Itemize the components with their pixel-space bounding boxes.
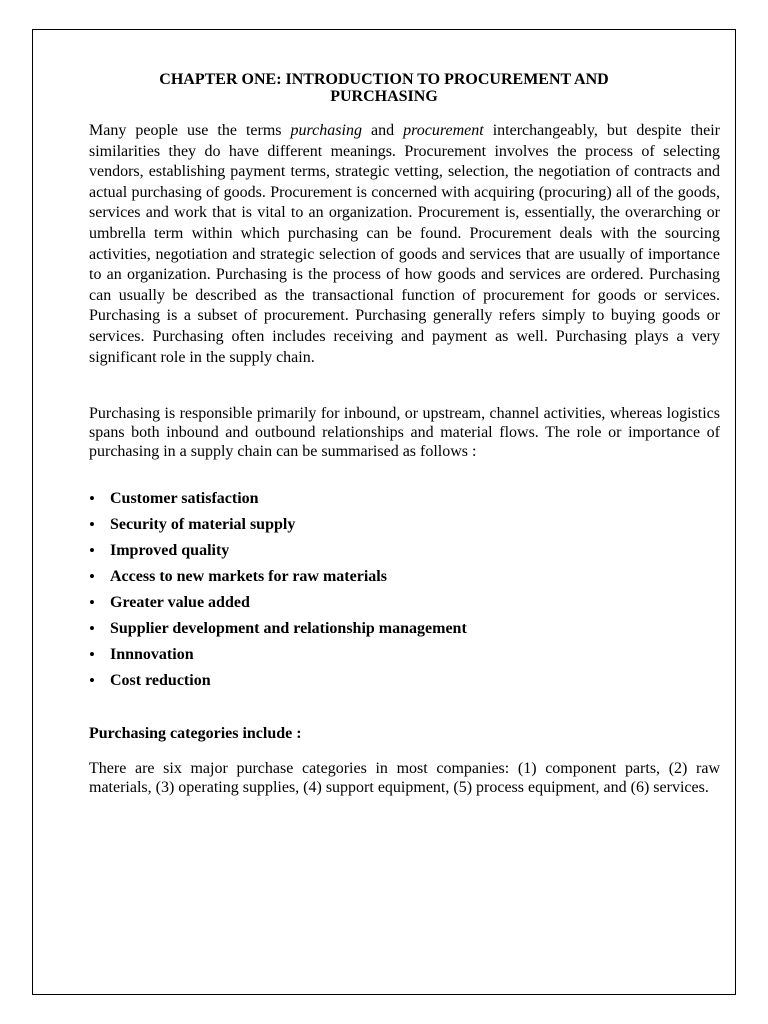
- list-item: [89, 616, 467, 642]
- intro-text-1: Many people use the terms: [89, 122, 291, 139]
- list-item: [89, 668, 467, 694]
- term-procurement: procurement: [403, 122, 484, 139]
- list-item: [89, 538, 467, 564]
- list-item-label: Security of material supply: [110, 516, 296, 533]
- intro-text-2: and: [361, 122, 404, 139]
- bullet-icon: •: [89, 619, 95, 638]
- chapter-title: [80, 71, 688, 105]
- list-item-label: Access to new markets for raw materials: [110, 568, 387, 585]
- list-item-label: Cost reduction: [110, 672, 211, 689]
- list-item: [89, 590, 467, 616]
- list-item-label: Improved quality: [110, 542, 230, 559]
- bullet-icon: •: [89, 515, 95, 534]
- categories-heading: Purchasing categories include :: [89, 725, 302, 742]
- categories-paragraph: There are six major purchase categories in most companies: (1) component parts, (2) raw materials, (3) operating supplies, (4) support equipment, (5) process equipment, and (6) services.: [89, 760, 720, 796]
- chapter-title-line1: CHAPTER ONE: INTRODUCTION TO PROCUREMENT AND: [159, 71, 609, 88]
- list-item-label: Greater value added: [110, 594, 250, 611]
- role-paragraph: Purchasing is responsible primarily for inbound, or upstream, channel activities, whereas logistics spans both inbound and outbound relationships and material flows. The role or importance of purchasing in a supply chain can be summarised as follows :: [89, 405, 720, 460]
- list-item: [89, 564, 467, 590]
- intro-paragraph: [89, 121, 720, 368]
- bullet-icon: •: [89, 593, 95, 612]
- term-purchasing: purchasing: [290, 122, 362, 139]
- list-item: [89, 512, 467, 538]
- role-bullet-list: [89, 486, 467, 694]
- bullet-icon: •: [89, 645, 95, 664]
- bullet-icon: •: [89, 671, 95, 690]
- list-item-label: Customer satisfaction: [110, 490, 259, 507]
- intro-text-3: interchangeably, but despite their similarities they do have different meanings. Procurement involves the process of selecting vendors, establishing payment terms, strategic vetting, selection, the negotiation of contracts and actual purchasing of goods. Procurement is concerned with acquiring (procuring) all of the goods, services and work that is vital to an organization. Procurement is, essentially, the overarching or umbrella term within which purchasing can be found. Procurement deals with the sourcing activities, negotiation and strategic selection of goods and services that are usually of importance to an organization. Purchasing is the process of how goods and services are ordered. Purchasing can usually be described as the transactional function of procurement for goods or services. Purchasing is a subset of procurement. Purchasing generally refers simply to buying goods or services. Purchasing often includes receiving and payment as well. Purchasing plays a very significant role in the supply chain.: [89, 122, 720, 366]
- bullet-icon: •: [89, 567, 95, 586]
- list-item-label: Innnovation: [110, 646, 194, 663]
- bullet-icon: •: [89, 541, 95, 560]
- chapter-title-line2: PURCHASING: [330, 88, 438, 105]
- list-item: [89, 486, 467, 512]
- list-item: [89, 642, 467, 668]
- bullet-icon: •: [89, 489, 95, 508]
- list-item-label: Supplier development and relationship management: [110, 620, 467, 637]
